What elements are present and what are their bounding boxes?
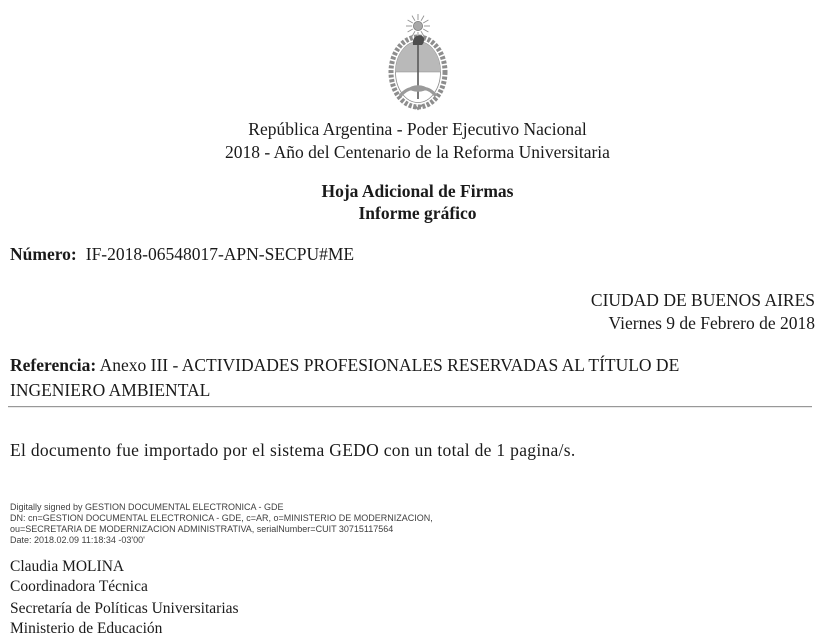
signature-dn-line: DN: cn=GESTION DOCUMENTAL ELECTRONICA - GDE, c=AR, o=MINISTERIO DE MODERNIZACION, bbox=[10, 513, 433, 523]
document-titles bbox=[0, 180, 835, 224]
number-label: Número: bbox=[10, 244, 77, 264]
signature-signed-by-line: Digitally signed by GESTION DOCUMENTAL ELECTRONICA - GDE bbox=[10, 502, 284, 512]
signer-name: Claudia MOLINA bbox=[10, 558, 125, 575]
body-sentence: El documento fue importado por el sistema GEDO con un total de 1 pagina/s. bbox=[10, 440, 576, 460]
argentina-coat-of-arms-icon bbox=[380, 12, 456, 112]
digital-signature-block bbox=[10, 502, 433, 546]
document-title: Hoja Adicional de Firmas bbox=[321, 181, 514, 201]
year-motto-line: 2018 - Año del Centenario de la Reforma Universitaria bbox=[225, 142, 610, 162]
signer-ministry: Ministerio de Educación bbox=[10, 620, 163, 637]
national-header bbox=[0, 118, 835, 164]
reference-paragraph bbox=[10, 353, 746, 403]
signer-office: Secretaría de Políticas Universitarias bbox=[10, 600, 239, 617]
city-line: CIUDAD DE BUENOS AIRES bbox=[590, 290, 815, 310]
number-value: IF-2018-06548017-APN-SECPU#ME bbox=[85, 244, 355, 264]
emblem-container bbox=[0, 12, 835, 117]
signer-block bbox=[10, 557, 239, 638]
signature-date-line: Date: 2018.02.09 11:18:34 -03'00' bbox=[10, 535, 145, 545]
date-line: Viernes 9 de Febrero de 2018 bbox=[608, 313, 815, 333]
signer-title: Coordinadora Técnica bbox=[10, 578, 148, 595]
signature-ou-line: ou=SECRETARIA DE MODERNIZACION ADMINISTRATIVA, serialNumber=CUIT 30715117564 bbox=[10, 524, 394, 534]
reference-label: Referencia: bbox=[10, 355, 97, 375]
reference-text: Anexo III - ACTIVIDADES PROFESIONALES RESERVADAS AL TÍTULO DE INGENIERO AMBIENTAL bbox=[10, 355, 680, 400]
document-subtitle: Informe gráfico bbox=[358, 203, 477, 223]
republic-line: República Argentina - Poder Ejecutivo Nacional bbox=[248, 119, 587, 139]
place-date-block bbox=[591, 289, 815, 335]
document-number-line bbox=[10, 244, 354, 265]
horizontal-divider bbox=[8, 406, 812, 408]
